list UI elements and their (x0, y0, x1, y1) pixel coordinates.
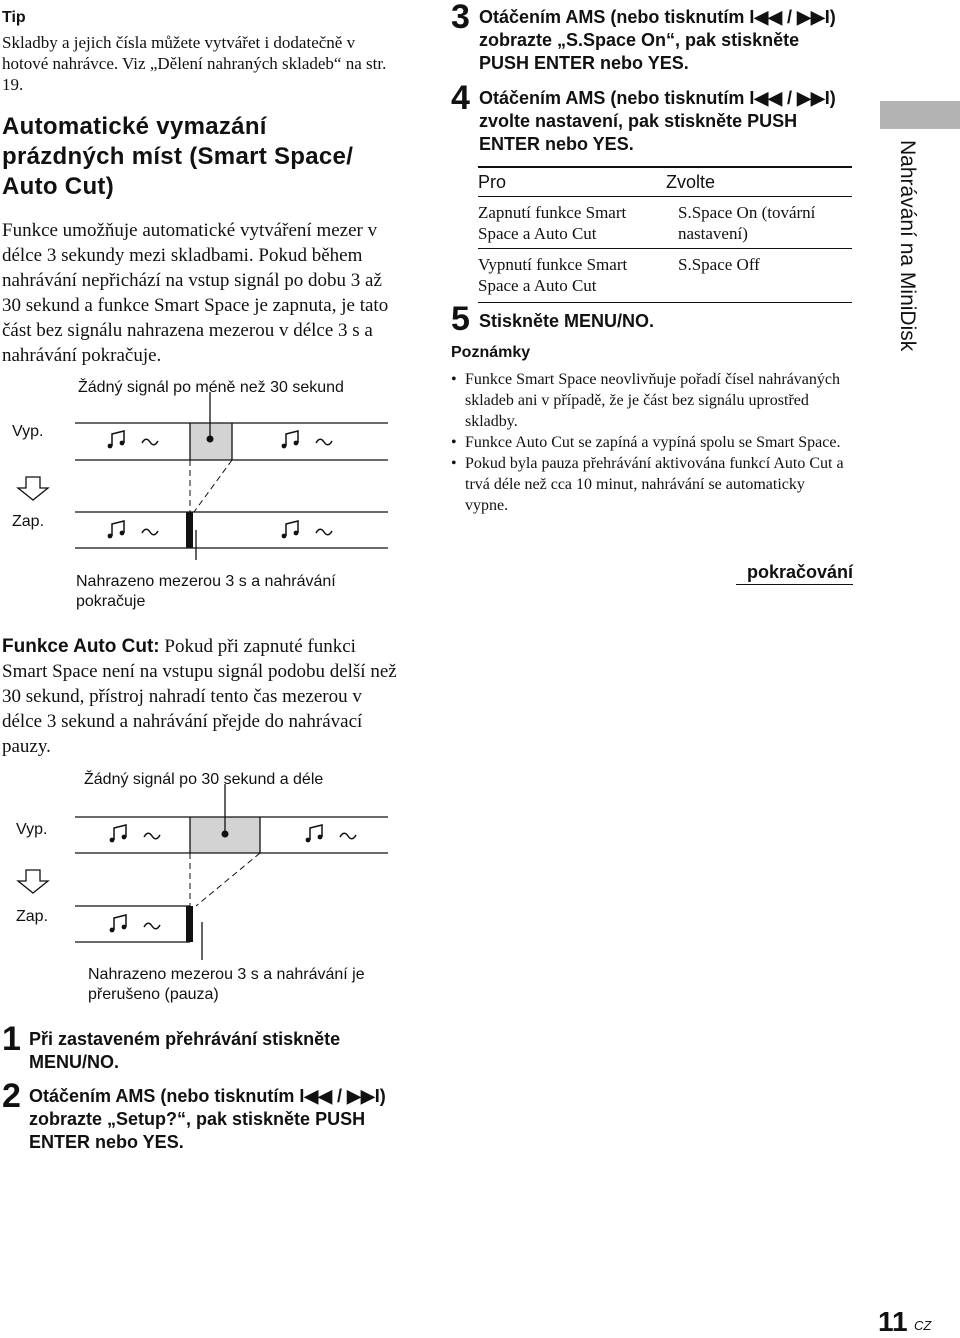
step-4-number: 4 (451, 79, 470, 117)
notes-title: Poznámky (451, 344, 531, 361)
step-4-text: Otáčením AMS (nebo tisknutím I◀◀ / ▶▶I) zvolte nastavení, pak stiskněte PUSH ENTER nebo YES. (479, 88, 836, 154)
step-3-number: 3 (451, 0, 470, 36)
heading-line-1: Automatické vymazání (2, 113, 267, 140)
music-note-icon (108, 521, 125, 538)
wave-icon (142, 529, 158, 535)
music-note-icon (282, 431, 299, 448)
step-5-number: 5 (451, 300, 470, 338)
tip-label: Tip (2, 9, 26, 26)
step-1-text: Při zastaveném přehrávání stiskněte MENU/NO. (29, 1029, 341, 1072)
table-row (478, 249, 852, 302)
diagram2-off-label: Vyp. (16, 821, 48, 838)
wave-icon (144, 923, 160, 929)
heading-line-3: Auto Cut) (2, 173, 114, 200)
diagram1-bottom-line-2: pokračuje (76, 593, 146, 610)
step-2-text: Otáčením AMS (nebo tisknutím I◀◀ / ▶▶I) zobrazte „Setup?“, pak stiskněte PUSH ENTER nebo YES. (29, 1086, 386, 1152)
tip-text: Skladby a jejich čísla můžete vytvářet i dodatečně v hotové nahrávce. Viz „Dělení nahraných skladeb“ na str. 19. (2, 33, 387, 94)
table-cell-pro: Vypnutí funkce Smart Space a Auto Cut (478, 255, 628, 295)
table-header-row (478, 168, 852, 196)
music-note-icon (110, 915, 127, 932)
wave-icon (340, 833, 356, 839)
down-arrow-icon (18, 477, 48, 500)
side-tab-label: Nahrávání na MiniDisk (896, 140, 919, 352)
diagram2-top-label: Žádný signál po 30 sekund a déle (84, 771, 324, 788)
down-arrow-icon (18, 870, 48, 893)
autocut-paragraph (2, 634, 402, 759)
table-header-pro: Pro (478, 172, 507, 192)
wave-icon (316, 529, 332, 535)
table-cell-zvolte: S.Space Off (678, 255, 760, 274)
table-cell-pro: Zapnutí funkce Smart Space a Auto Cut (478, 203, 627, 243)
intro-paragraph: Funkce umožňuje automatické vytváření mezer v délce 3 sekundy mezi skladbami. Pokud během nahrávání nepřichází na vstup signál po dobu 3 až 30 sekund a funkce Smart Space je zapnuta, je tato část bez signálu nahrazena mezerou v délce 3 s a nahrávání pokračuje. (2, 220, 389, 366)
diagram2-off-track (75, 784, 388, 853)
side-tab-marker (880, 101, 960, 129)
table-cell-zvolte: S.Space On (tovární nastavení) (678, 203, 816, 243)
list-item: • Funkce Smart Space neovlivňuje pořadí čísel nahrávaných skladeb ani v případě, že je část bez signálu uprostřed skladby. (451, 369, 851, 432)
page-number: 11 (878, 1306, 908, 1337)
options-table (478, 166, 852, 303)
autocut-title: Funkce Auto Cut: (2, 636, 160, 657)
music-note-icon (282, 521, 299, 538)
notes-list (451, 369, 851, 516)
diagram2-bottom-line-2: přerušeno (pauza) (88, 986, 219, 1003)
diagram1-graphic (0, 390, 400, 560)
diagram1-bottom-label (76, 572, 336, 612)
diagram1-off-label: Vyp. (12, 423, 44, 440)
autocut-text: Pokud při zapnuté funkci Smart Space není na vstupu signál podobu delší než 30 sekund, přístroj nahradí tento čas mezerou v délce 3 sekund a nahrávání přejde do nahrávací pauzy. (2, 636, 397, 757)
table-header-zvolte: Zvolte (666, 172, 716, 192)
step-1-number: 1 (2, 1020, 21, 1058)
section-heading (2, 112, 422, 202)
diagram2-on-label: Zap. (16, 908, 49, 925)
diagram1-on-track (75, 512, 388, 560)
list-item: • Pokud byla pauza přehrávání aktivována funkcí Auto Cut a trvá déle než cca 10 minut, nahrávání se automaticky vypne. (451, 453, 851, 516)
wave-icon (142, 439, 158, 445)
diagram1-bottom-line-1: Nahrazeno mezerou 3 s a nahrávání (76, 573, 336, 590)
continue-link[interactable]: pokračování (736, 562, 853, 585)
table-row (478, 197, 852, 248)
wave-icon (316, 439, 332, 445)
music-note-icon (110, 825, 127, 842)
music-note-icon (306, 825, 323, 842)
diagram1-top-label: Žádný signál po méně než 30 sekund (78, 379, 344, 396)
step-3-text: Otáčením AMS (nebo tisknutím I◀◀ / ▶▶I) zobrazte „S.Space On“, pak stiskněte PUSH ENTER nebo YES. (479, 7, 836, 73)
diagram2-graphic (0, 782, 400, 962)
wave-icon (144, 833, 160, 839)
step-5-text: Stiskněte MENU/NO. (479, 311, 655, 331)
page-lang: CZ (914, 1318, 932, 1333)
music-note-icon (108, 431, 125, 448)
heading-line-2: prázdných míst (Smart Space/ (2, 143, 354, 170)
diagram1-on-label: Zap. (12, 513, 45, 530)
step-2-number: 2 (2, 1077, 21, 1115)
diagram1-off-track (75, 392, 388, 460)
diagram2-bottom-label (88, 965, 365, 1005)
list-item: • Funkce Auto Cut se zapíná a vypíná spolu se Smart Space. (451, 432, 851, 453)
diagram2-on-track (75, 906, 202, 960)
diagram2-bottom-line-1: Nahrazeno mezerou 3 s a nahrávání je (88, 966, 365, 983)
